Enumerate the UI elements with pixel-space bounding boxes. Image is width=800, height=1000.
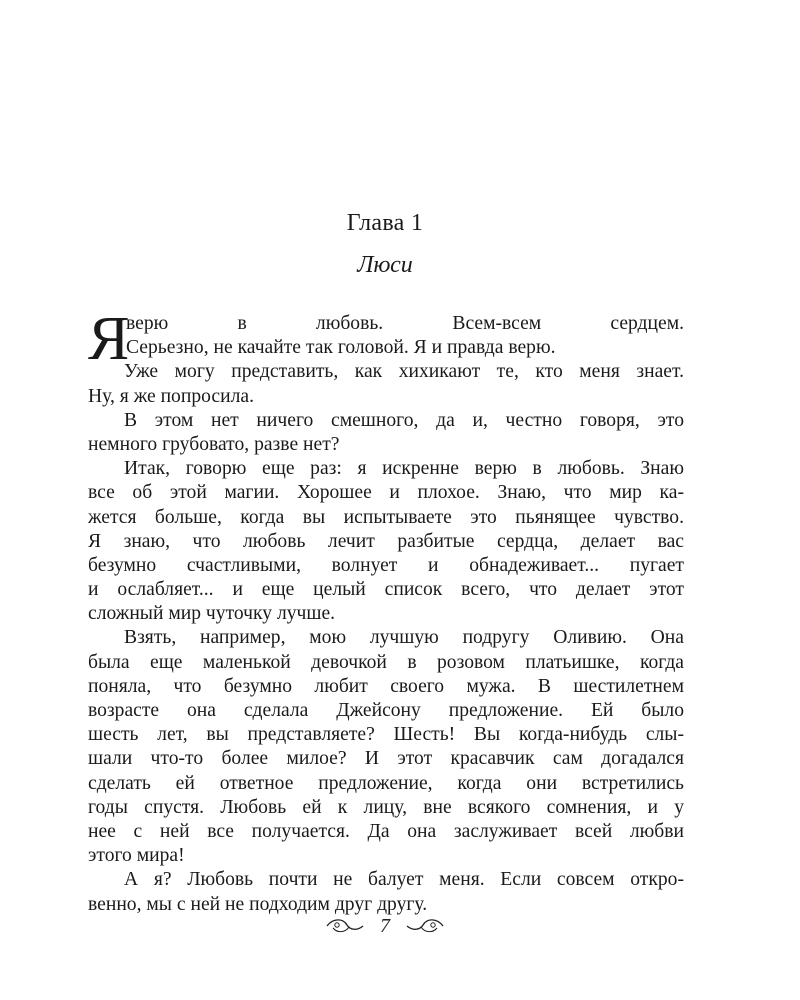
ornament-left-icon	[325, 917, 367, 935]
text-line: годы спустя. Любовь ей к лицу, вне всякого сомнения, и у	[88, 796, 684, 818]
text-line: шесть лет, вы представляете? Шесть! Вы когда-нибудь слы-	[88, 724, 684, 746]
text-line: сделать ей ответное предложение, когда они встретились	[88, 772, 684, 794]
text-line: В этом нет ничего смешного, да и, честно говоря, это	[124, 409, 684, 431]
text-line: Я знаю, что любовь лечит разбитые сердца, делает вас	[88, 530, 684, 552]
page-footer	[0, 914, 770, 938]
chapter-title: Глава 1	[346, 210, 424, 236]
text-line: немного грубовато, разве нет?	[88, 433, 340, 455]
text-line: безумно счастливыми, волнует и обнадеживает... пугает	[88, 554, 684, 576]
text-line: Ну, я же попросила.	[88, 385, 254, 407]
text-line: шали что-то более милое? И этот красавчик сам догадался	[88, 748, 684, 770]
text-line: Взять, например, мою лучшую подругу Оливию. Она	[124, 627, 684, 649]
body-text	[88, 305, 684, 917]
drop-cap: Я	[88, 305, 130, 373]
text-line: сложный мир чуточку лучше.	[88, 603, 336, 625]
text-line: жется больше, когда вы испытываете это пьянящее чувство.	[88, 506, 684, 528]
text-line: все об этой магии. Хорошее и плохое. Знаю, что мир ка-	[88, 482, 684, 504]
text-line: верю в любовь. Всем-всем сердцем.	[126, 313, 684, 334]
text-line: поняла, что безумно любит своего мужа. В шестилетнем	[88, 675, 684, 697]
text-line: и ослабляет... и еще целый список всего, что делает этот	[88, 579, 684, 601]
text-line: А я? Любовь почти не балует меня. Если совсем откро-	[124, 869, 684, 891]
text-line: нее с ней все получается. Да она заслуживает всей любви	[88, 820, 684, 842]
text-line: Уже могу представить, как хихикают те, кто меня знает.	[124, 361, 684, 383]
text-line: Итак, говорю еще раз: я искренне верю в любовь. Знаю	[124, 458, 684, 480]
text-line: венно, мы с ней не подходим друг другу.	[88, 893, 428, 915]
text-line: Серьезно, не качайте так головой. Я и правда верю.	[126, 337, 556, 359]
chapter-subtitle: Люси	[357, 252, 413, 278]
text-line: возрасте она сделала Джейсону предложение. Ей было	[88, 700, 684, 721]
text-line: этого мира!	[88, 845, 185, 867]
page-number: 7	[380, 914, 390, 937]
text-line: была еще маленькой девочкой в розовом платьишке, когда	[88, 651, 684, 673]
ornament-right-icon	[403, 917, 445, 935]
